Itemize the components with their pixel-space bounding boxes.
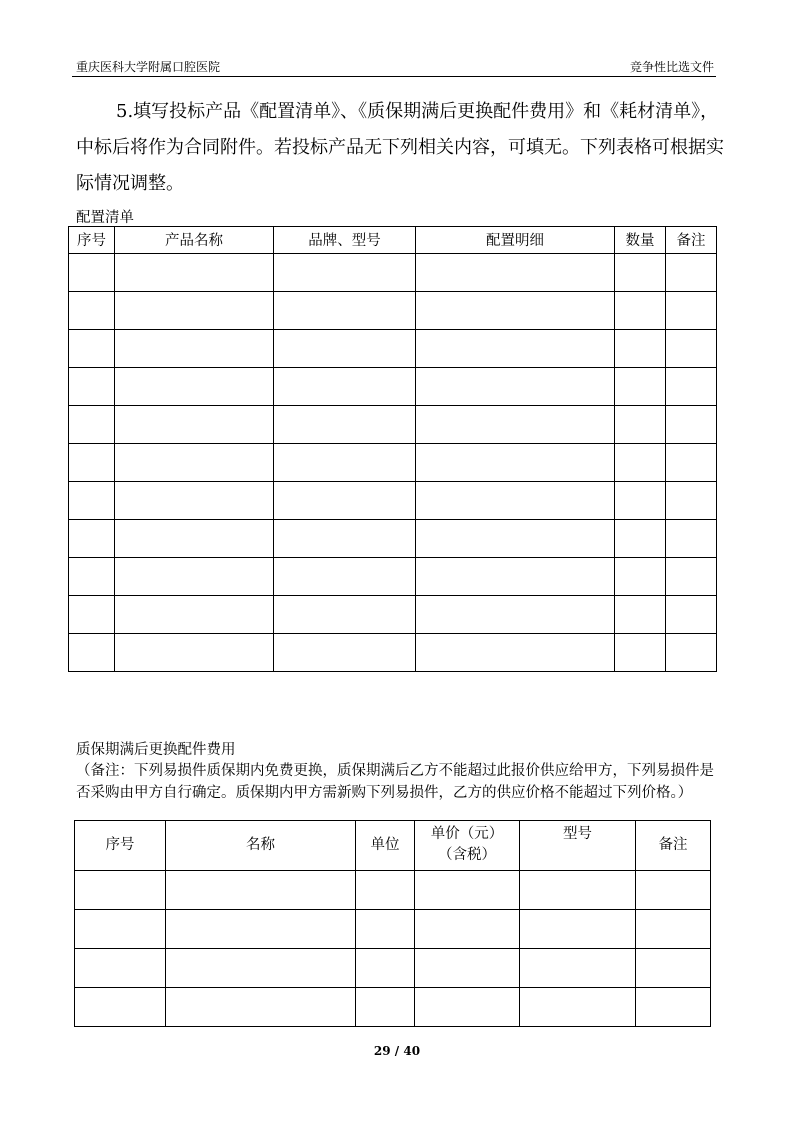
- parts-table-cell: [636, 871, 711, 910]
- config-table-cell: [416, 558, 615, 596]
- parts-table-cell: [520, 910, 636, 949]
- config-col-remark: 备注: [666, 227, 717, 254]
- config-table-cell: [416, 368, 615, 406]
- config-table-cell: [274, 520, 416, 558]
- instruction-text: 5.填写投标产品《配置清单》、《质保期满后更换配件费用》和《耗材清单》，中标后将作为合同附件。若投标产品无下列相关内容，可填无。下列表格可根据实际情况调整。: [76, 101, 724, 194]
- config-table-cell: [666, 558, 717, 596]
- config-table-cell: [69, 254, 115, 292]
- config-table-cell: [666, 482, 717, 520]
- config-col-brand-model: 品牌、型号: [274, 227, 416, 254]
- config-table-cell: [274, 330, 416, 368]
- config-table-cell: [615, 596, 666, 634]
- parts-table-cell: [415, 910, 520, 949]
- config-table-cell: [115, 482, 274, 520]
- config-table-cell: [69, 520, 115, 558]
- config-table-cell: [416, 330, 615, 368]
- config-table-cell: [615, 634, 666, 672]
- parts-table-cell: [166, 949, 356, 988]
- config-table-cell: [69, 444, 115, 482]
- config-col-quantity: 数量: [615, 227, 666, 254]
- parts-col-remark: 备注: [636, 821, 711, 871]
- parts-col-name: 名称: [166, 821, 356, 871]
- parts-table: [74, 820, 711, 1027]
- parts-col-unit-price: [415, 821, 520, 871]
- parts-col-model: 型号: [520, 821, 636, 871]
- config-table-cell: [69, 596, 115, 634]
- config-table-cell: [274, 596, 416, 634]
- config-table-cell: [115, 292, 274, 330]
- parts-table-cell: [356, 871, 415, 910]
- parts-table-cell: [636, 988, 711, 1027]
- config-table-row: [69, 596, 717, 634]
- parts-col-unit-price-line1: 单价（元）: [430, 826, 504, 842]
- config-table-cell: [115, 634, 274, 672]
- config-table-row: [69, 482, 717, 520]
- config-table-cell: [115, 330, 274, 368]
- config-table-cell: [416, 634, 615, 672]
- config-table-cell: [69, 634, 115, 672]
- parts-table-cell: [166, 910, 356, 949]
- parts-table-note: （备注：下列易损件质保期内免费更换，质保期满后乙方不能超过此报价供应给甲方，下列易损件是否采购由甲方自行确定。质保期内甲方需新购下列易损件，乙方的供应价格不能超过下列价格。）: [76, 763, 714, 801]
- config-table-cell: [274, 368, 416, 406]
- config-table-cell: [69, 292, 115, 330]
- config-table-cell: [666, 634, 717, 672]
- config-table-cell: [666, 596, 717, 634]
- parts-table-cell: [75, 871, 166, 910]
- config-table-cell: [115, 520, 274, 558]
- parts-table-cell: [520, 871, 636, 910]
- parts-table-cell: [636, 910, 711, 949]
- config-table-cell: [274, 558, 416, 596]
- config-table-header-row: [69, 227, 717, 254]
- instruction-paragraph: [76, 94, 726, 202]
- config-table-row: [69, 330, 717, 368]
- parts-table-cell: [75, 988, 166, 1027]
- config-table-cell: [274, 482, 416, 520]
- config-table-cell: [69, 482, 115, 520]
- config-table-cell: [666, 368, 717, 406]
- config-table-row: [69, 558, 717, 596]
- config-table-cell: [274, 254, 416, 292]
- config-table-caption: 配置清单: [76, 210, 134, 226]
- config-table-cell: [666, 444, 717, 482]
- parts-table-cell: [636, 949, 711, 988]
- config-table-row: [69, 254, 717, 292]
- config-table-cell: [274, 406, 416, 444]
- config-table-cell: [615, 406, 666, 444]
- parts-table-cell: [520, 988, 636, 1027]
- config-table-cell: [115, 596, 274, 634]
- parts-table-caption: 质保期满后更换配件费用: [76, 742, 236, 758]
- config-table-row: [69, 444, 717, 482]
- parts-col-index: 序号: [75, 821, 166, 871]
- config-table-cell: [69, 368, 115, 406]
- header-rule: [72, 76, 716, 77]
- config-table-cell: [615, 520, 666, 558]
- config-table-cell: [69, 558, 115, 596]
- config-table-cell: [666, 292, 717, 330]
- header-left: 重庆医科大学附属口腔医院: [76, 60, 221, 74]
- config-table-cell: [615, 482, 666, 520]
- parts-table-cell: [75, 910, 166, 949]
- parts-table-row: [75, 988, 711, 1027]
- config-table-cell: [666, 330, 717, 368]
- parts-table-cell: [75, 949, 166, 988]
- parts-table-header-row: [75, 821, 711, 871]
- config-table-cell: [115, 368, 274, 406]
- config-col-details: 配置明细: [416, 227, 615, 254]
- parts-table-cell: [415, 949, 520, 988]
- config-col-product-name: 产品名称: [115, 227, 274, 254]
- config-table-cell: [416, 254, 615, 292]
- config-table-cell: [666, 406, 717, 444]
- config-table-cell: [615, 444, 666, 482]
- config-table-cell: [666, 254, 717, 292]
- config-table-row: [69, 406, 717, 444]
- parts-table-cell: [356, 988, 415, 1027]
- config-table-cell: [115, 558, 274, 596]
- parts-table-cell: [520, 949, 636, 988]
- config-table-cell: [416, 292, 615, 330]
- config-table-cell: [416, 596, 615, 634]
- config-table-cell: [274, 292, 416, 330]
- parts-table-row: [75, 949, 711, 988]
- parts-table-cell: [166, 988, 356, 1027]
- config-table-cell: [274, 634, 416, 672]
- parts-table-body: [75, 871, 711, 1027]
- config-table-cell: [69, 406, 115, 444]
- config-table-row: [69, 292, 717, 330]
- config-table-cell: [274, 444, 416, 482]
- config-table-cell: [666, 520, 717, 558]
- config-table-cell: [615, 330, 666, 368]
- config-table-cell: [69, 330, 115, 368]
- config-table-cell: [115, 406, 274, 444]
- parts-table-cell: [166, 871, 356, 910]
- page-number: 29 / 40: [373, 1044, 421, 1058]
- config-table-row: [69, 520, 717, 558]
- config-table-row: [69, 634, 717, 672]
- parts-table-cell: [415, 871, 520, 910]
- config-col-index: 序号: [69, 227, 115, 254]
- parts-table-cell: [356, 949, 415, 988]
- config-table-cell: [615, 368, 666, 406]
- config-table-cell: [416, 520, 615, 558]
- parts-table-row: [75, 910, 711, 949]
- config-table-cell: [615, 558, 666, 596]
- config-table-cell: [615, 254, 666, 292]
- config-table-cell: [416, 482, 615, 520]
- config-table-cell: [615, 292, 666, 330]
- config-table-cell: [115, 254, 274, 292]
- config-table-cell: [115, 444, 274, 482]
- parts-col-unit: 单位: [356, 821, 415, 871]
- parts-table-row: [75, 871, 711, 910]
- config-table-cell: [416, 406, 615, 444]
- parts-table-cell: [356, 910, 415, 949]
- config-table-body: [69, 254, 717, 672]
- config-table: [68, 226, 717, 672]
- config-table-row: [69, 368, 717, 406]
- config-table-cell: [416, 444, 615, 482]
- header-right: 竞争性比选文件: [629, 60, 714, 74]
- parts-col-unit-price-line2: （含税）: [438, 847, 496, 863]
- parts-table-cell: [415, 988, 520, 1027]
